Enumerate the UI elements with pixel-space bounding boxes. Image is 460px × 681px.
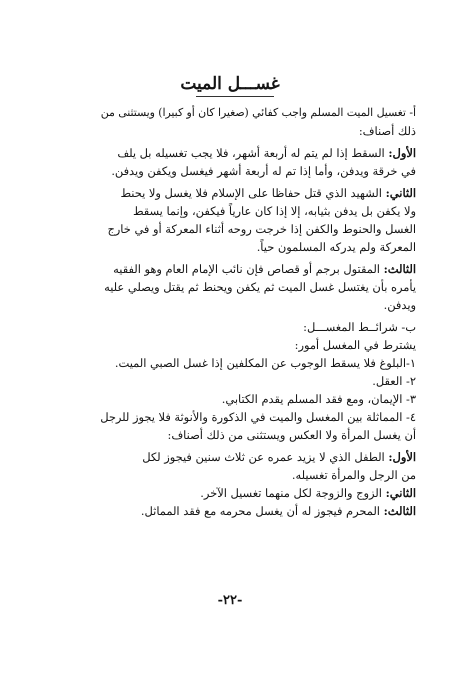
section-a-third-line-2: يأمره بأن يغتسل غسل الميت ثم يكفن ويحنط ثم يقتل ويصلي عليه: [104, 280, 416, 294]
section-a-first-line-1: الأول: السقط إذا لم يتم له أربعة أشهر، فلا يجب تغسيله بل يلف: [117, 146, 416, 160]
section-b-item-4: ٤- المماثلة بين المغسل والميت في الذكورة والأنوثة فلا يجوز للرجل: [100, 410, 416, 424]
section-a-first-label: الأول:: [388, 146, 416, 160]
section-b-first-line-2: من الرجل والمرأة تغسيله.: [291, 468, 416, 482]
section-a-second-line-2: ولا يكفن بل يدفن بثيابه، إلا إذا كان عارياً فيكفن، وإنما يسقط: [132, 204, 416, 218]
section-a-first-line-2: في خرقة ويدفن، وأما إذا تم له أربعة أشهر فيغسل ويكفن ويدفن.: [111, 164, 416, 178]
section-b-marker: ب-: [401, 320, 416, 334]
section-b-intro: يشترط في المغسل أمور:: [294, 338, 416, 352]
section-b-third: الثالث: المحرم فيجوز له أن يغسل محرمه مع فقد المماثل.: [140, 504, 416, 518]
section-b-first-label: الأول:: [388, 450, 416, 464]
page-number: -٢٢-: [217, 593, 243, 608]
title-underline: [196, 96, 274, 97]
section-a-intro-line-2: ذلك أصناف:: [358, 124, 416, 138]
section-a-marker: أ-: [409, 106, 416, 119]
page-title: غســـل الميت: [180, 74, 280, 94]
section-b-first-line-1: الأول: الطفل الذي لا يزيد عمره عن ثلاث سنين فيجوز لكل: [142, 450, 416, 464]
section-b-heading: ب- شرائــط المغســـل:: [303, 320, 416, 334]
section-b-item-4-continued: أن يغسل المرأة ولا العكس ويستثنى من ذلك أصناف:: [167, 428, 416, 442]
section-a-intro-line-1: أ- تغسيل الميت المسلم واجب كفائي (صغيرا كان أو كبيرا) ويستثنى من: [100, 106, 416, 119]
section-b-second: الثاني: الزوج والزوجة لكل منهما تغسيل الآخر.: [200, 486, 416, 500]
section-a-second-label: الثاني:: [385, 186, 416, 200]
section-a-third-label: الثالث:: [383, 262, 416, 276]
section-b-item-1: ١-البلوغ فلا يسقط الوجوب عن المكلفين إذا غسل الصبي الميت.: [114, 356, 416, 370]
section-b-item-3: ٣- الإيمان، ومع فقد المسلم يقدم الكتابي.: [221, 392, 416, 406]
section-a-third-line-3: ويدفن.: [383, 298, 416, 312]
section-a-second-line-1: الثاني: الشهيد الذي قتل حفاظا على الإسلام فلا يغسل ولا يحنط: [120, 186, 416, 200]
section-b-second-label: الثاني:: [385, 486, 416, 500]
section-b-item-2: ٢- العقل.: [372, 374, 416, 388]
section-b-third-label: الثالث:: [383, 504, 416, 518]
section-a-second-line-4: المعركة ولم يدركه المسلمون حياً.: [256, 240, 416, 254]
section-a-third-line-1: الثالث: المقتول برجم أو قصاص فإن نائب الإمام العام وهو الفقيه: [113, 262, 416, 276]
document-body: [98, 104, 416, 520]
section-a-second-line-3: الغسل والحنوط والكفن إذا خرجت روحه أثناء المعركة أو في خارج: [107, 222, 416, 236]
